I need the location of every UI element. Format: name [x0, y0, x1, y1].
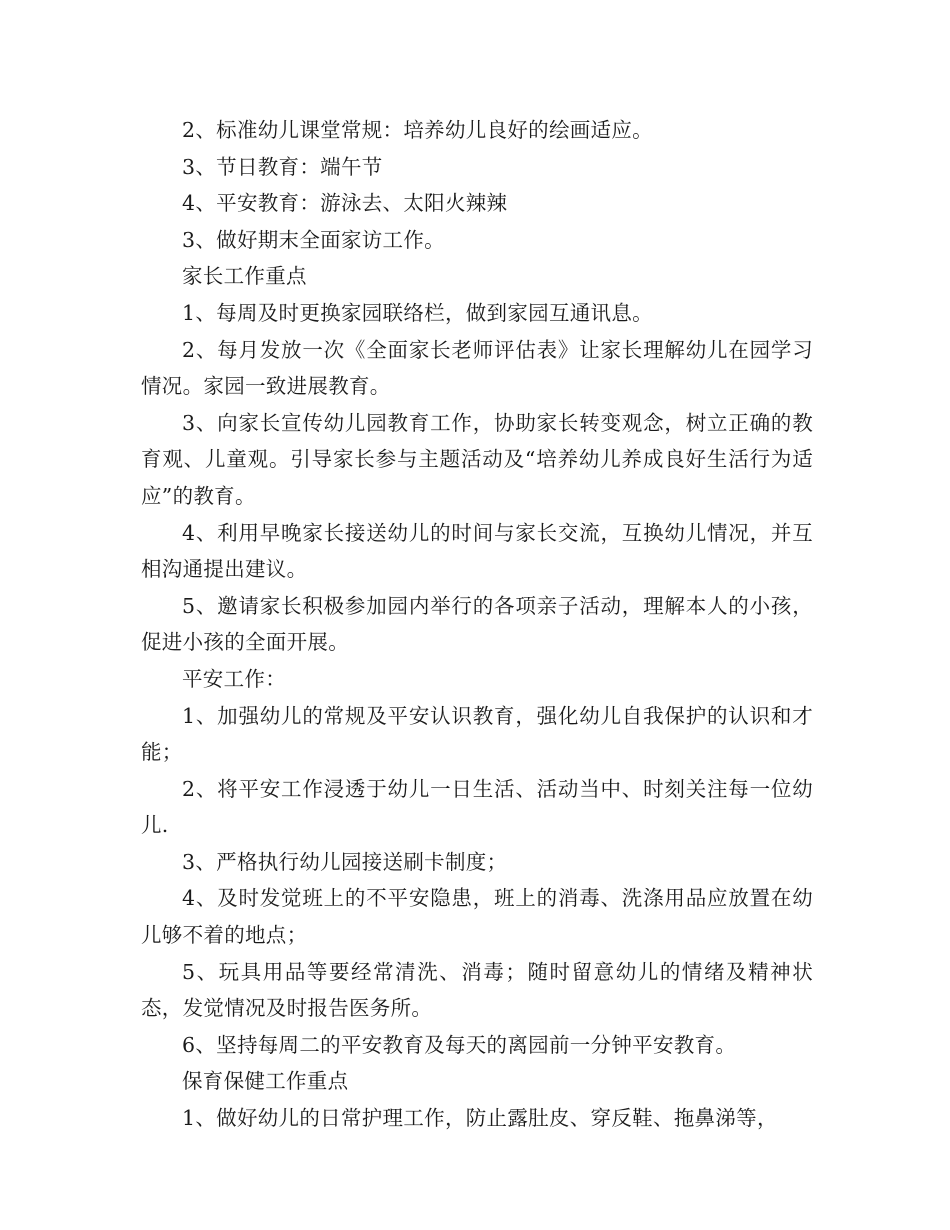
paragraph: 4、及时发觉班上的不平安隐患，班上的消毒、洗涤用品应放置在幼儿够不着的地点； [141, 886, 813, 948]
paragraph: 2、将平安工作浸透于幼儿一日生活、活动当中、时刻关注每一位幼儿. [141, 776, 813, 838]
paragraph: 6、坚持每周二的平安教育及每天的离园前一分钟平安教育。 [182, 1032, 737, 1057]
paragraph: 3、严格执行幼儿园接送刷卡制度； [182, 849, 508, 874]
paragraph: 2、每月发放一次《全面家长老师评估表》让家长理解幼儿在园学习情况。家园一致进展教育。 [141, 337, 813, 399]
paragraph: 3、做好期末全面家访工作。 [182, 227, 445, 252]
paragraph: 1、做好幼儿的日常护理工作，防止露肚皮、穿反鞋、拖鼻涕等， [182, 1106, 778, 1131]
paragraph: 5、玩具用品等要经常清洗、消毒；随时留意幼儿的情绪及精神状态，发觉情况及时报告医务所。 [141, 959, 813, 1021]
paragraph: 1、加强幼儿的常规及平安认识教育，强化幼儿自我保护的认识和才能； [141, 703, 813, 765]
section-heading-parent-work: 家长工作重点 [182, 264, 307, 289]
paragraph: 3、节日教育：端午节 [182, 154, 383, 179]
paragraph: 2、标准幼儿课堂常规：培养幼儿良好的绘画适应。 [182, 118, 653, 142]
section-heading-childcare-health: 保育保健工作重点 [182, 1069, 349, 1094]
paragraph: 4、平安教育：游泳去、太阳火辣辣 [182, 191, 508, 216]
paragraph: 4、利用早晚家长接送幼儿的时间与家长交流，互换幼儿情况，并互相沟通提出建议。 [141, 520, 813, 582]
paragraph: 5、邀请家长积极参加园内举行的各项亲子活动，理解本人的小孩，促进小孩的全面开展。 [141, 593, 813, 655]
paragraph: 1、每周及时更换家园联络栏，做到家园互通讯息。 [182, 300, 653, 325]
paragraph: 3、向家长宣传幼儿园教育工作，协助家长转变观念，树立正确的教育观、儿童观。引导家长参与主题活动及“培养幼儿养成良好生活行为适应”的教育。 [141, 410, 813, 508]
document-body [141, 112, 813, 1137]
section-heading-safety-work: 平安工作： [182, 666, 286, 691]
